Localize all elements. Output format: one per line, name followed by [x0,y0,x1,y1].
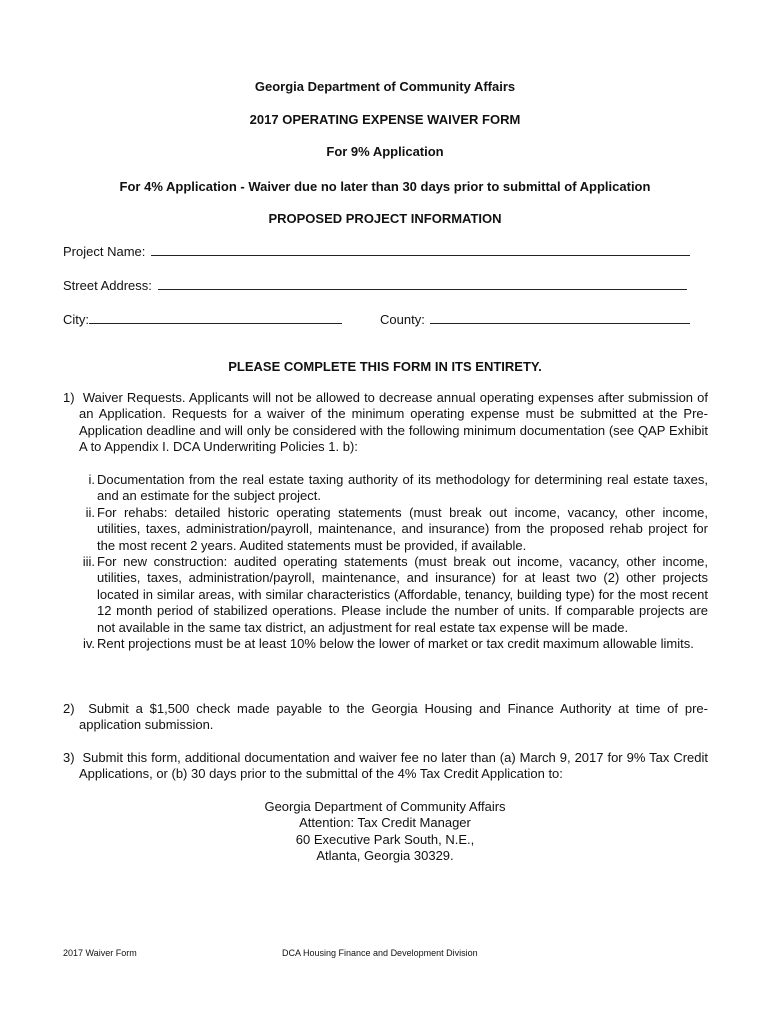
section-title: PROPOSED PROJECT INFORMATION [268,211,502,226]
street-address-label: Street Address: [63,278,152,293]
sub-item-ii [76,505,708,554]
instruction-heading: PLEASE COMPLETE THIS FORM IN ITS ENTIRETY. [228,359,542,374]
county-field[interactable] [430,311,690,324]
item-text: Submit a $1,500 check made payable to the Georgia Housing and Finance Authority at time of pre-application submission. [79,701,708,733]
item-number: 1) [63,390,75,405]
city-row [63,311,342,327]
item-text: Submit this form, additional documentation and waiver fee no later than (a) March 9, 2017 for 9% Tax Credit Applications, or (b) 30 days prior to the submittal of the 4% Tax Credit Application to: [79,750,709,782]
sub-item-iii [76,554,708,636]
sub-item-numeral: iii. [82,554,95,570]
street-address-field[interactable] [158,277,687,290]
street-address-row [63,277,687,293]
item-number: 3) [63,750,75,765]
sub-item-text: For rehabs: detailed historic operating statements (must break out income, vacancy, other income, utilities, taxes, administration/payroll, maintenance, and insurance) from the proposed rehab project for the most recent 2 years. Audited statements must be provided, if available. [97,504,708,553]
address-line: Georgia Department of Community Affairs [264,799,506,814]
footer-form-name: 2017 Waiver Form [63,948,137,958]
project-name-label: Project Name: [63,244,146,259]
address-line: Atlanta, Georgia 30329. [316,848,454,864]
sub-item-numeral: iv. [82,636,95,652]
city-label: City: [63,312,89,327]
agency-heading: Georgia Department of Community Affairs [254,79,516,94]
project-name-field[interactable] [151,243,690,256]
address-line: Attention: Tax Credit Manager [299,815,471,831]
sub-item-iv [76,636,708,652]
footer-division: DCA Housing Finance and Development Division [282,948,478,958]
sub-item-numeral: i. [88,472,95,487]
sub-item-i [76,472,708,505]
form-title: 2017 OPERATING EXPENSE WAIVER FORM [249,112,521,127]
sub-item-numeral: ii. [85,504,95,520]
sub-item-text: Rent projections must be at least 10% below the lower of market or tax credit maximum allowable limits. [97,636,694,652]
county-label: County: [380,312,425,327]
county-row [380,311,690,327]
application-type-9: For 9% Application [326,144,444,159]
application-type-4: For 4% Application - Waiver due no later than 30 days prior to submittal of Application [119,179,651,194]
item-2 [63,701,708,734]
sub-item-text: Documentation from the real estate taxing authority of its methodology for determining real estate taxes, and an estimate for the subject project. [97,472,708,504]
sub-item-list [76,472,708,652]
mailing-address [0,799,770,865]
sub-item-text: For new construction: audited operating statements (must break out income, vacancy, other income, utilities, taxes, administration/payroll, maintenance, and insurance) for at least two (2) other projects located in similar areas, with similar characteristics (Affordable, tenancy, building type) for the most recent 12 month period of stabilized operations. Please include the number of units. If comparable projects are not available in the same tax district, an adjustment for real estate tax expense will be made. [97,554,708,635]
item-text: Waiver Requests. Applicants will not be allowed to decrease annual operating expenses after submission of an Application. Requests for a waiver of the minimum operating expense must be submitted at the Pre-Application deadline and will only be considered with the following minimum documentation (see QAP Exhibit A to Appendix I. DCA Underwriting Policies 1. b): [79,390,708,455]
item-number: 2) [63,701,75,716]
address-line: 60 Executive Park South, N.E., [295,831,475,847]
item-3 [63,750,708,783]
item-1 [63,390,708,456]
project-name-row [63,243,690,259]
city-field[interactable] [89,311,342,324]
